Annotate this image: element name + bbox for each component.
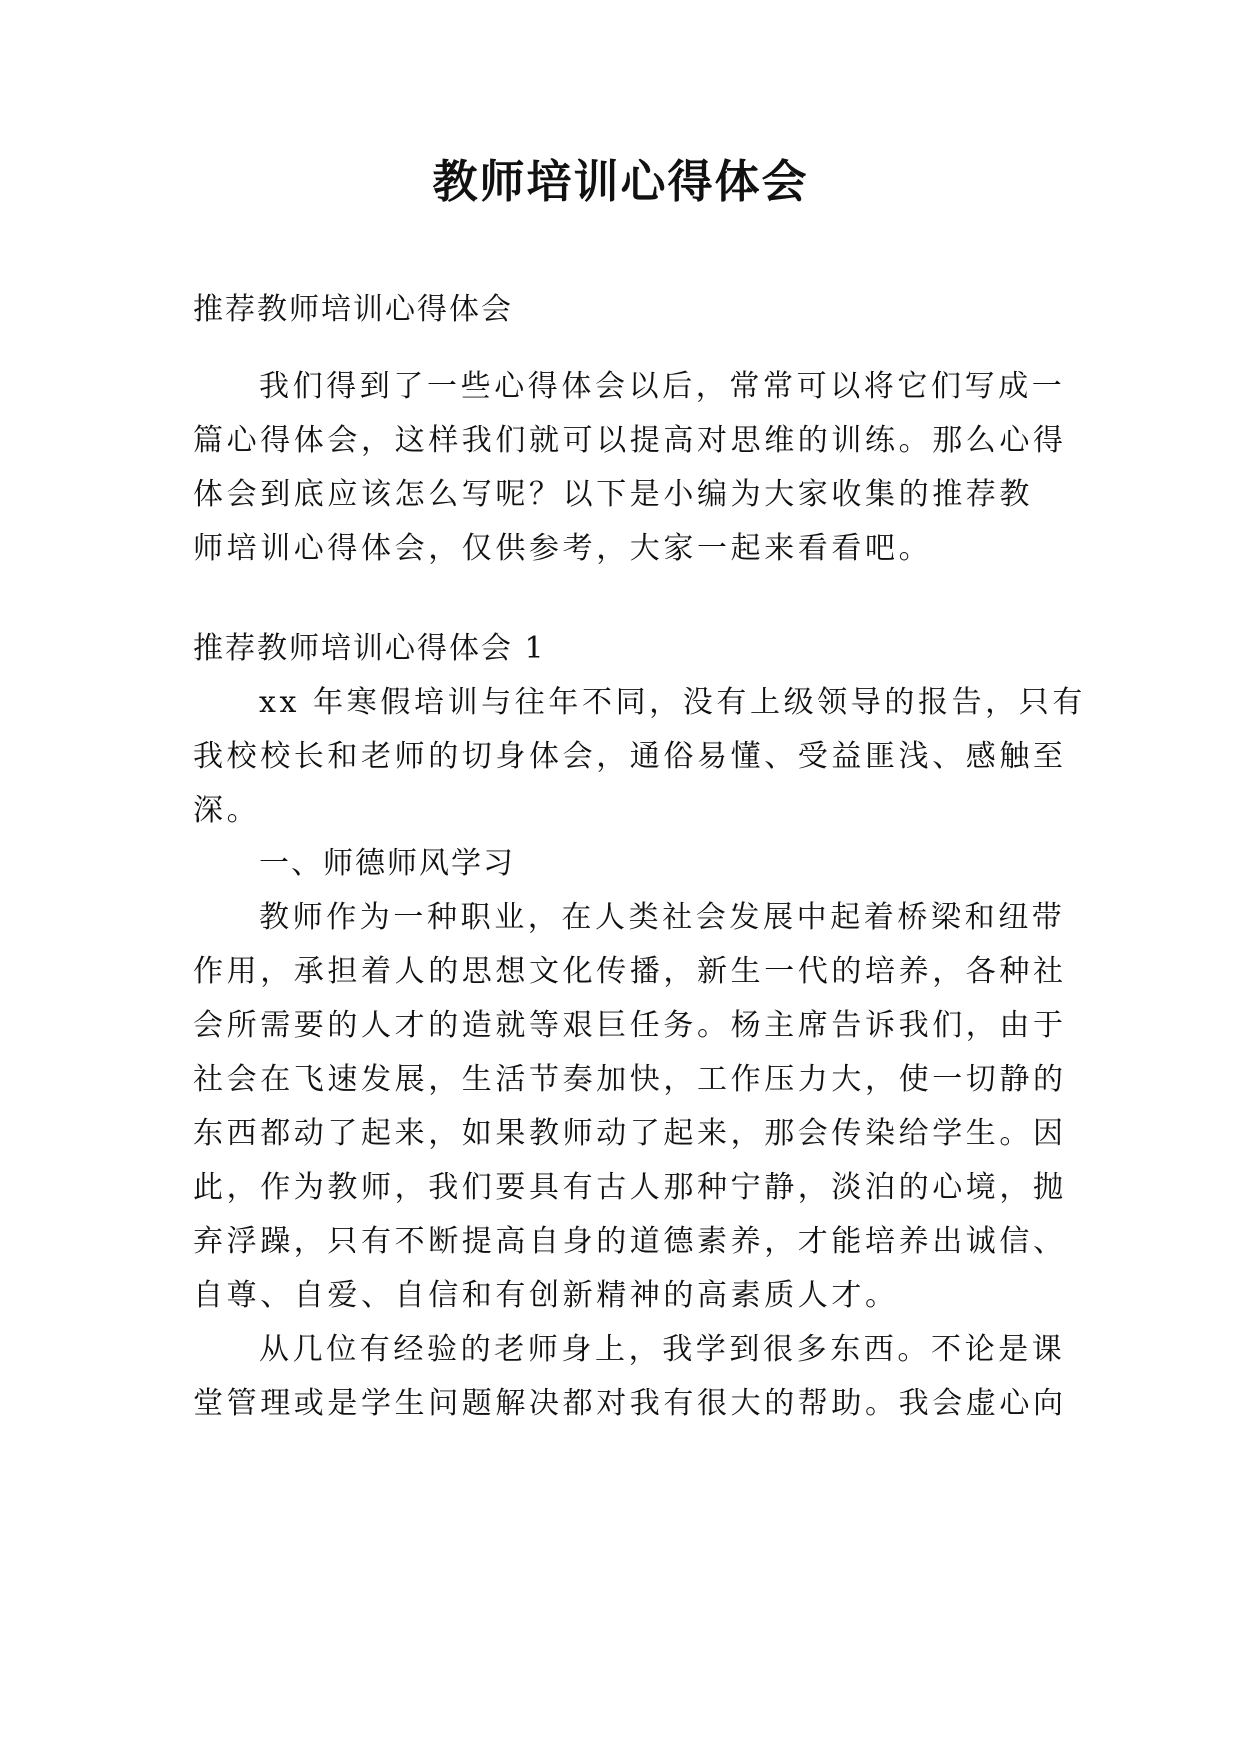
- paragraph-line: 此，作为教师，我们要具有古人那种宁静，淡泊的心境，抛: [193, 1170, 1067, 1205]
- paragraph-line: 会所需要的人才的造就等艰巨任务。杨主席告诉我们，由于: [193, 1008, 1067, 1043]
- paragraph-line: 作用，承担着人的思想文化传播，新生一代的培养，各种社: [193, 954, 1067, 989]
- paragraph-line: 社会在飞速发展，生活节奏加快，工作压力大，使一切静的: [193, 1062, 1067, 1097]
- intro-line: 师培训心得体会，仅供参考，大家一起来看看吧。: [193, 531, 933, 566]
- paragraph-line: 从几位有经验的老师身上，我学到很多东西。不论是课: [259, 1332, 1066, 1367]
- paragraph-line: 深。: [193, 793, 261, 828]
- paragraph-line: 自尊、自爱、自信和有创新精神的高素质人才。: [193, 1278, 899, 1313]
- paragraph-line: 东西都动了起来，如果教师动了起来，那会传染给学生。因: [193, 1116, 1067, 1151]
- intro-line: 篇心得体会，这样我们就可以提高对思维的训练。那么心得: [193, 423, 1067, 458]
- subheading: 一、师德师风学习: [259, 846, 515, 881]
- section-heading: 推荐教师培训心得体会 1: [193, 631, 546, 666]
- paragraph-line: 教师作为一种职业，在人类社会发展中起着桥梁和纽带: [259, 900, 1066, 935]
- intro-line: 体会到底应该怎么写呢？以下是小编为大家收集的推荐教: [193, 477, 1033, 512]
- document-title: 教师培训心得体会: [432, 155, 809, 208]
- paragraph-line: xx 年寒假培训与往年不同，没有上级领导的报告，只有: [259, 685, 1086, 720]
- paragraph-line: 我校校长和老师的切身体会，通俗易懂、受益匪浅、感触至: [193, 739, 1067, 774]
- document-subtitle: 推荐教师培训心得体会: [193, 292, 513, 327]
- paragraph-line: 堂管理或是学生问题解决都对我有很大的帮助。我会虚心向: [193, 1386, 1067, 1421]
- paragraph-line: 弃浮躁，只有不断提高自身的道德素养，才能培养出诚信、: [193, 1224, 1067, 1259]
- intro-line: 我们得到了一些心得体会以后，常常可以将它们写成一: [259, 369, 1066, 404]
